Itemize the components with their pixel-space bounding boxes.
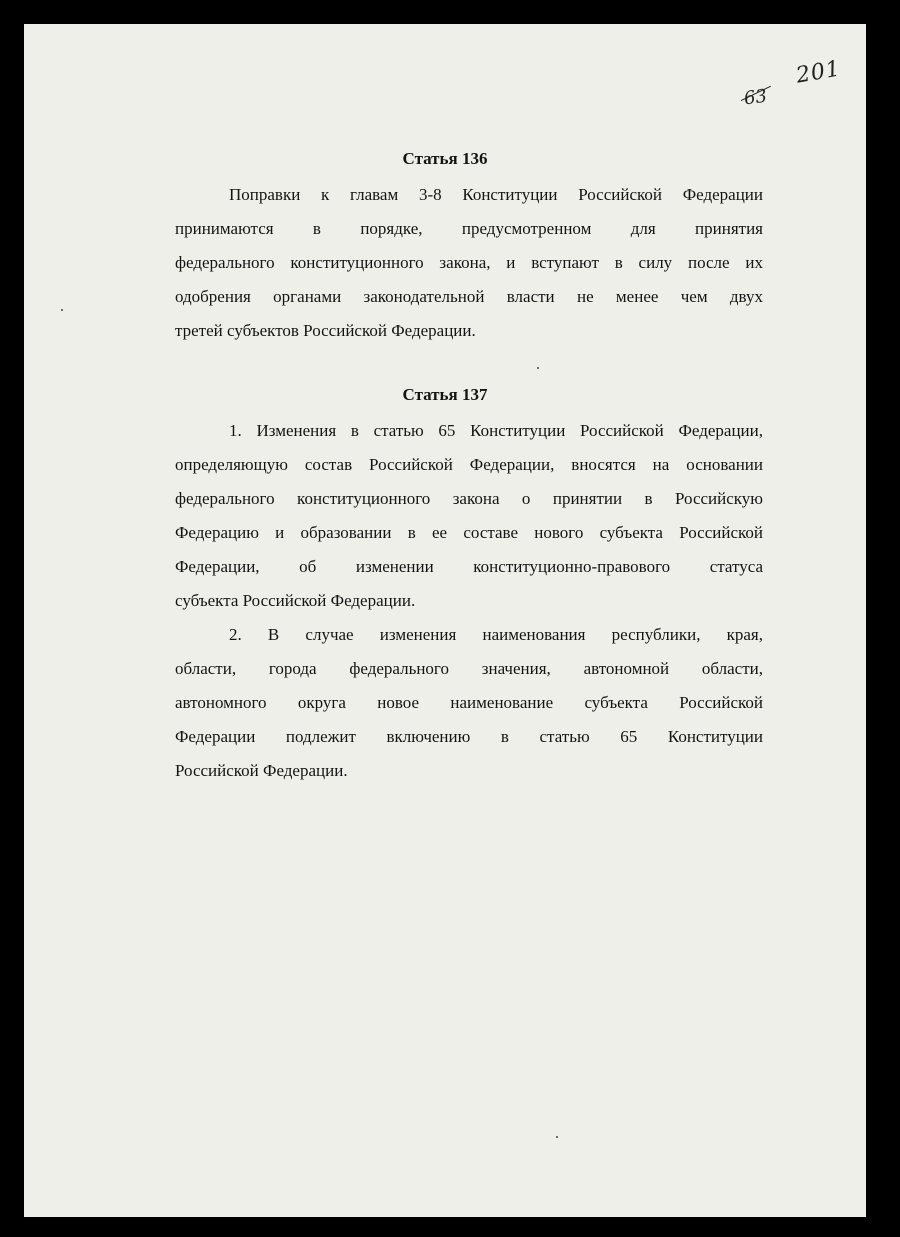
article-136-line: одобрения органами законодательной власти не менее чем двух (175, 287, 763, 306)
article-137-line: субъекта Российской Федерации. (175, 591, 416, 610)
article-137-line: определяющую состав Российской Федерации, вносятся на основании (175, 455, 763, 474)
article-137-line: Федерации подлежит включению в статью 65 Конституции (175, 727, 763, 746)
article-137-line: федерального конституционного закона о принятии в Российскую (175, 489, 763, 508)
article-137-line: Российской Федерации. (175, 761, 348, 780)
article-137-line: Федерацию и образовании в ее составе нового субъекта Российской (175, 523, 763, 542)
article-136-line: принимаются в порядке, предусмотренном для принятия (175, 219, 763, 238)
article-136-line: федерального конституционного закона, и вступают в силу после их (175, 253, 763, 272)
article-137-line: Федерации, об изменении конституционно-правового статуса (175, 557, 763, 576)
scan-speck (537, 367, 539, 369)
scan-speck (556, 1136, 558, 1138)
article-137-line: 1. Изменения в статью 65 Конституции Российской Федерации, (229, 421, 763, 440)
scan-speck (61, 309, 63, 311)
handwritten-page-number: 201 (794, 56, 843, 89)
article-137-line: 2. В случае изменения наименования республики, края, (229, 625, 763, 644)
article-136-line: Поправки к главам 3-8 Конституции Российской Федерации (229, 185, 763, 204)
article-137-line: области, города федерального значения, автономной области, (175, 659, 763, 678)
article-136-heading: Статья 136 (402, 149, 488, 168)
article-137-line: автономного округа новое наименование субъекта Российской (175, 693, 763, 712)
article-136-line: третей субъектов Российской Федерации. (175, 321, 476, 340)
article-137-heading: Статья 137 (402, 385, 488, 404)
handwritten-page-number-crossed: 63 (742, 85, 769, 110)
document-page (24, 24, 866, 1217)
